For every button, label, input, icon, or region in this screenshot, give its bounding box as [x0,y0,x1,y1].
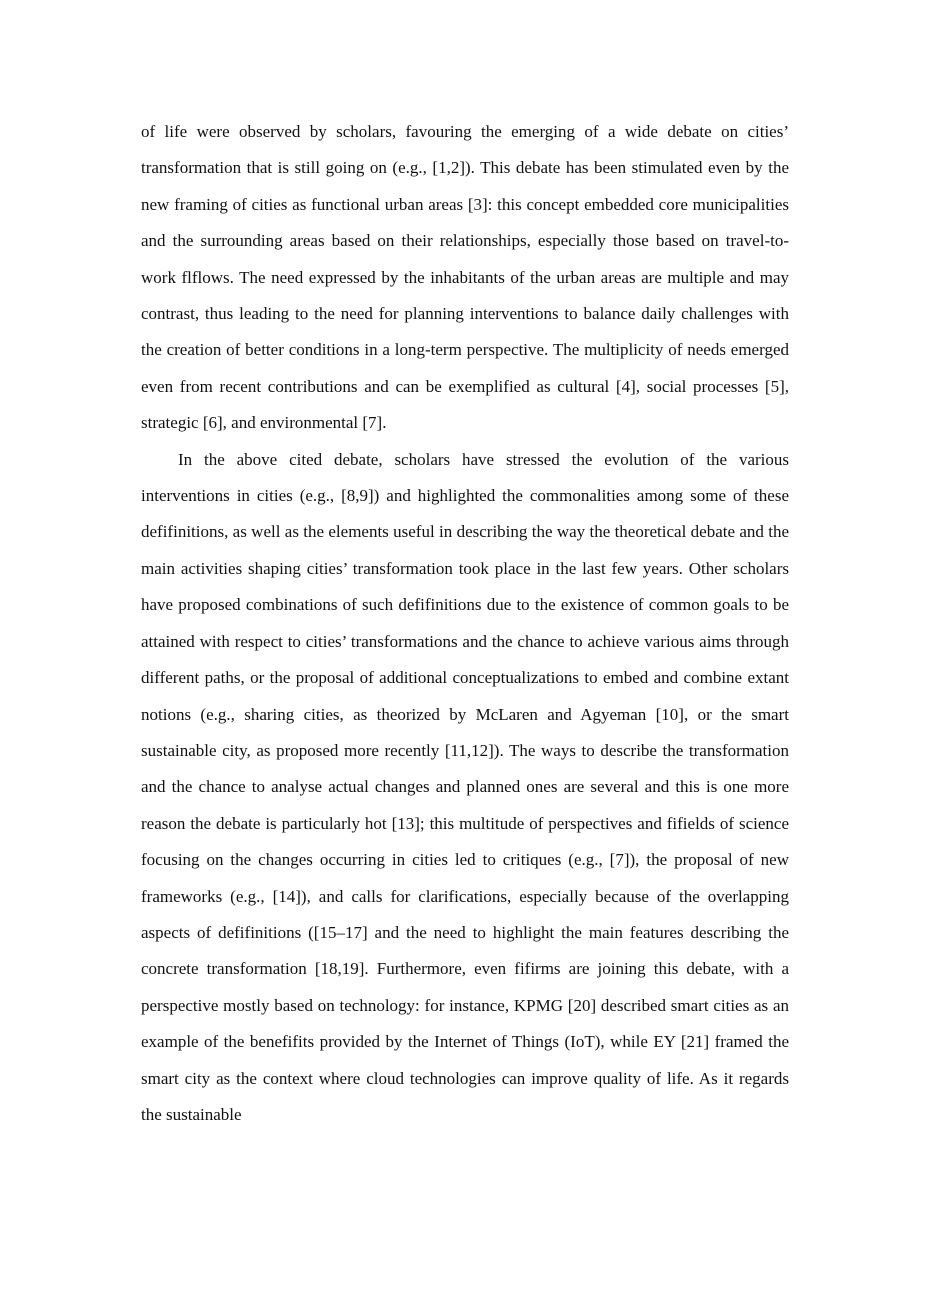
body-text [141,114,789,1133]
paragraph-1: of life were observed by scholars, favouring the emerging of a wide debate on cities’ transformation that is still going on (e.g., [1,2]). This debate has been stimulated even by the new framing of cities as functional urban areas [3]: this concept embedded core municipalities and the surrounding areas based on their relationships, especially those based on travel-to-work flflows. The need expressed by the inhabitants of the urban areas are multiple and may contrast, thus leading to the need for planning interventions to balance daily challenges with the creation of better conditions in a long-term perspective. The multiplicity of needs emerged even from recent contributions and can be exemplified as cultural [4], social processes [5], strategic [6], and environmental [7]. [141,122,789,433]
paragraph-2: In the above cited debate, scholars have stressed the evolution of the various interventions in cities (e.g., [8,9]) and highlighted the commonalities among some of these defifinitions, as well as the elements useful in describing the way the theoretical debate and the main activities shaping cities’ transformation took place in the last few years. Other scholars have proposed combinations of such defifinitions due to the existence of common goals to be attained with respect to cities’ transformations and the chance to achieve various aims through different paths, or the proposal of additional conceptualizations to embed and combine extant notions (e.g., sharing cities, as theorized by McLaren and Agyeman [10], or the smart sustainable city, as proposed more recently [11,12]). The ways to describe the transformation and the chance to analyse actual changes and planned ones are several and this is one more reason the debate is particularly hot [13]; this multitude of perspectives and fifields of science focusing on the changes occurring in cities led to critiques (e.g., [7]), the proposal of new frameworks (e.g., [14]), and calls for clarifications, especially because of the overlapping aspects of defifinitions ([15–17] and the need to highlight the main features describing the concrete transformation [18,19]. Furthermore, even fifirms are joining this debate, with a perspective mostly based on technology: for instance, KPMG [20] described smart cities as an example of the benefifits provided by the Internet of Things (IoT), while EY [21] framed the smart city as the context where cloud technologies can improve quality of life. As it regards the sustainable [141,449,789,1124]
